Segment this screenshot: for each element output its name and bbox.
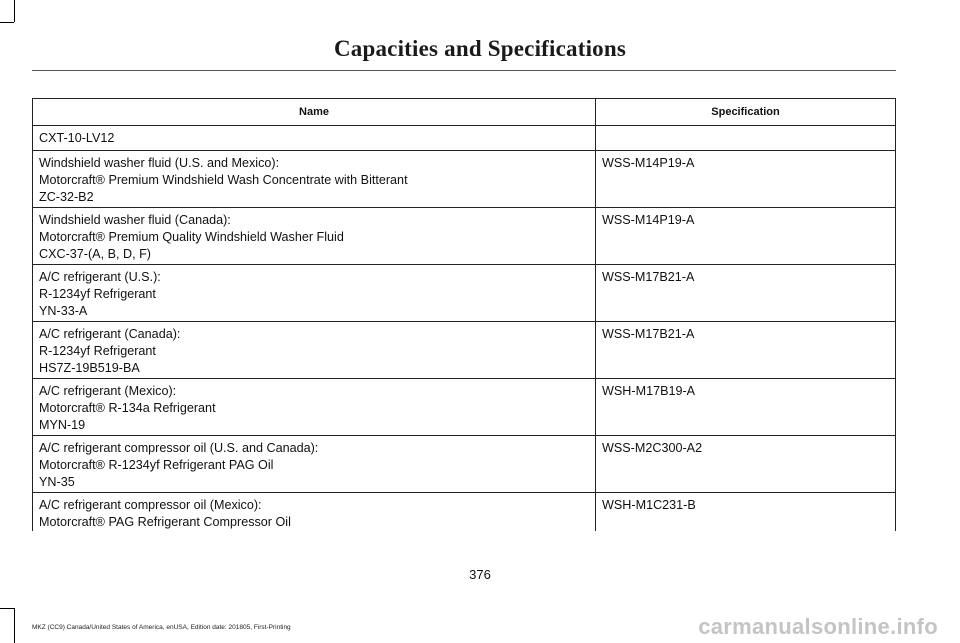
name-line: Motorcraft® Premium Windshield Wash Concentrate with Bitterant [39, 173, 408, 187]
name-line: ZC-32-B2 [39, 190, 94, 204]
spec-cell: WSH-M17B19-A [596, 379, 896, 436]
name-line: A/C refrigerant compressor oil (Mexico): [39, 498, 262, 512]
table-header-row [33, 99, 896, 126]
name-line: Motorcraft® PAG Refrigerant Compressor Oil [39, 515, 291, 529]
name-line: YN-35 [39, 475, 75, 489]
name-cell [33, 379, 596, 436]
name-cell [33, 126, 596, 151]
edition-footer: MKZ (CC9) Canada/United States of America, enUSA, Edition date: 201805, First-Printing [32, 624, 291, 631]
name-cell [33, 322, 596, 379]
name-line: Windshield washer fluid (Canada): [39, 213, 231, 227]
table-row [33, 126, 896, 151]
name-cell [33, 493, 596, 532]
name-line: CXC-37-(A, B, D, F) [39, 247, 151, 261]
name-line: Motorcraft® R-1234yf Refrigerant PAG Oil [39, 458, 274, 472]
spec-cell [596, 126, 896, 151]
name-cell [33, 151, 596, 208]
table-row [33, 265, 896, 322]
spec-cell: WSS-M14P19-A [596, 208, 896, 265]
name-line: A/C refrigerant compressor oil (U.S. and Canada): [39, 441, 319, 455]
table-row [33, 436, 896, 493]
name-line: R-1234yf Refrigerant [39, 287, 156, 301]
spec-cell: WSS-M17B21-A [596, 322, 896, 379]
name-line: A/C refrigerant (U.S.): [39, 270, 161, 284]
table-row [33, 379, 896, 436]
name-line: A/C refrigerant (Canada): [39, 327, 181, 341]
specifications-table [32, 98, 896, 531]
name-line: Windshield washer fluid (U.S. and Mexico): [39, 156, 280, 170]
name-line: YN-33-A [39, 304, 88, 318]
column-header-specification: Specification [596, 99, 896, 126]
page-number: 376 [469, 567, 491, 582]
name-line: CXT-10-LV12 [39, 131, 115, 145]
table-row [33, 322, 896, 379]
name-line: Motorcraft® Premium Quality Windshield Washer Fluid [39, 230, 344, 244]
name-line: Motorcraft® R-134a Refrigerant [39, 401, 216, 415]
name-line: HS7Z-19B519-BA [39, 361, 140, 375]
spec-cell: WSS-M17B21-A [596, 265, 896, 322]
name-cell [33, 208, 596, 265]
table-row [33, 208, 896, 265]
page-title: Capacities and Specifications [333, 36, 627, 61]
table-row [33, 493, 896, 532]
name-line: MYN-19 [39, 418, 86, 432]
spec-cell: WSH-M1C231-B [596, 493, 896, 532]
crop-mark-top-left-h [0, 22, 14, 23]
name-cell [33, 265, 596, 322]
name-line: R-1234yf Refrigerant [39, 344, 156, 358]
site-watermark: carmanualsonline.info [698, 614, 938, 639]
column-header-name: Name [33, 99, 596, 126]
table-row [33, 151, 896, 208]
crop-mark-bottom-left-v [14, 608, 15, 643]
name-cell [33, 436, 596, 493]
name-line: A/C refrigerant (Mexico): [39, 384, 177, 398]
crop-mark-top-left-v [14, 0, 15, 22]
title-divider [32, 70, 896, 71]
spec-cell: WSS-M2C300-A2 [596, 436, 896, 493]
spec-cell: WSS-M14P19-A [596, 151, 896, 208]
crop-mark-bottom-left-h [0, 608, 14, 609]
